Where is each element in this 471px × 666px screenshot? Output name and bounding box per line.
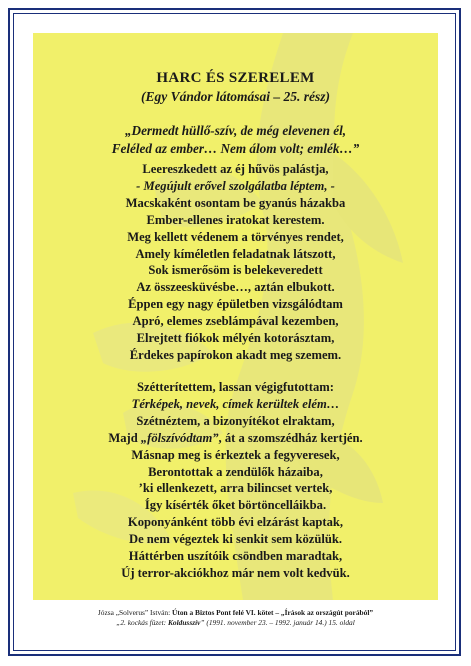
footer-dates-page: ” (1991. november 23. – 1992. január 14.) 15. oldal (200, 618, 355, 627)
poem-line: Az összeesküvésbe…, aztán elbukott. (136, 280, 335, 295)
page-footer (0, 608, 471, 628)
motto-line: Feléled az ember… Nem álom volt; emlék…” (111, 141, 360, 156)
poem-line (33, 430, 438, 447)
yellow-poem-panel (33, 33, 438, 600)
stanza-1 (33, 161, 438, 364)
poem-line: Berontottak a zendülők házaiba, (148, 464, 323, 479)
stanza-2 (33, 379, 438, 582)
poem-line: Éppen egy nagy épületben vizsgálódtam (128, 297, 343, 312)
poem-line: Új terror-akciókhoz már nem volt kedvük. (121, 565, 350, 580)
poem-line: Apró, elemes zseblámpával kezemben, (132, 314, 339, 329)
poem-line: ’ki ellenkezett, arra bilincset vertek, (138, 481, 333, 496)
footer-author: Józsa „Solverus” István: (97, 608, 173, 617)
poem-line: Szétnéztem, a bizonyítékot elraktam, (136, 413, 335, 428)
poem-line: Így kísérték őket börtöncelláikba. (144, 498, 327, 513)
poem-content (33, 33, 438, 600)
poem-line: Koponyánként több évi elzárást kaptak, (127, 515, 344, 530)
poem-line: Macskaként osontam be gyanús házakba (125, 195, 346, 210)
poem-line-part: , át a szomszédház kertjén. (218, 430, 363, 445)
poem-line-part: Majd (108, 430, 141, 445)
poem-title: HARC ÉS SZERELEM (156, 70, 315, 86)
poem-line: Amely kíméletlen feladatnak látszott, (135, 246, 336, 261)
poem-line: Meg kellett védenem a törvényes rendet, (127, 229, 344, 244)
poem-line: Sok ismerősöm is belekeveredett (148, 263, 323, 278)
poem-line: Leereszkedett az éj hűvös palástja, (142, 162, 329, 176)
footer-line-2 (0, 618, 471, 628)
poem-line-emphasis: „fölszívódtam” (140, 430, 219, 445)
footer-book-title: Úton a Biztos Pont felé VI. kötet – „Írások az országút porából” (172, 608, 374, 617)
poem-line: Elrejtett fiókok mélyén kotorásztam, (136, 331, 335, 346)
poem-line: Szétterítettem, lassan végigfutottam: (137, 380, 334, 394)
poem-subtitle: (Egy Vándor látomásai – 25. rész) (140, 89, 330, 104)
footer-notebook-title: Koldusszív (167, 618, 201, 627)
poem-line: De nem végeztek ki senkit sem közülük. (128, 532, 343, 547)
poem-line: Háttérben uszítóik csöndben maradtak, (128, 549, 343, 564)
footer-line-1 (0, 608, 471, 618)
poem-line: Másnap meg is érkeztek a fegyveresek, (131, 447, 340, 462)
poem-line: Térképek, nevek, címek kerültek elém… (131, 396, 340, 411)
poem-line: Ember-ellenes iratokat kerestem. (146, 212, 325, 227)
poem-motto (33, 122, 438, 158)
poem-line: Érdekes papírokon akadt meg szemem. (129, 347, 342, 362)
poem-line: - Megújult erővel szolgálatba léptem, - (136, 178, 335, 193)
motto-line: „Dermedt hüllő-szív, de még elevenen él, (124, 123, 347, 138)
footer-notebook: „2. kockás füzet: (116, 618, 168, 627)
